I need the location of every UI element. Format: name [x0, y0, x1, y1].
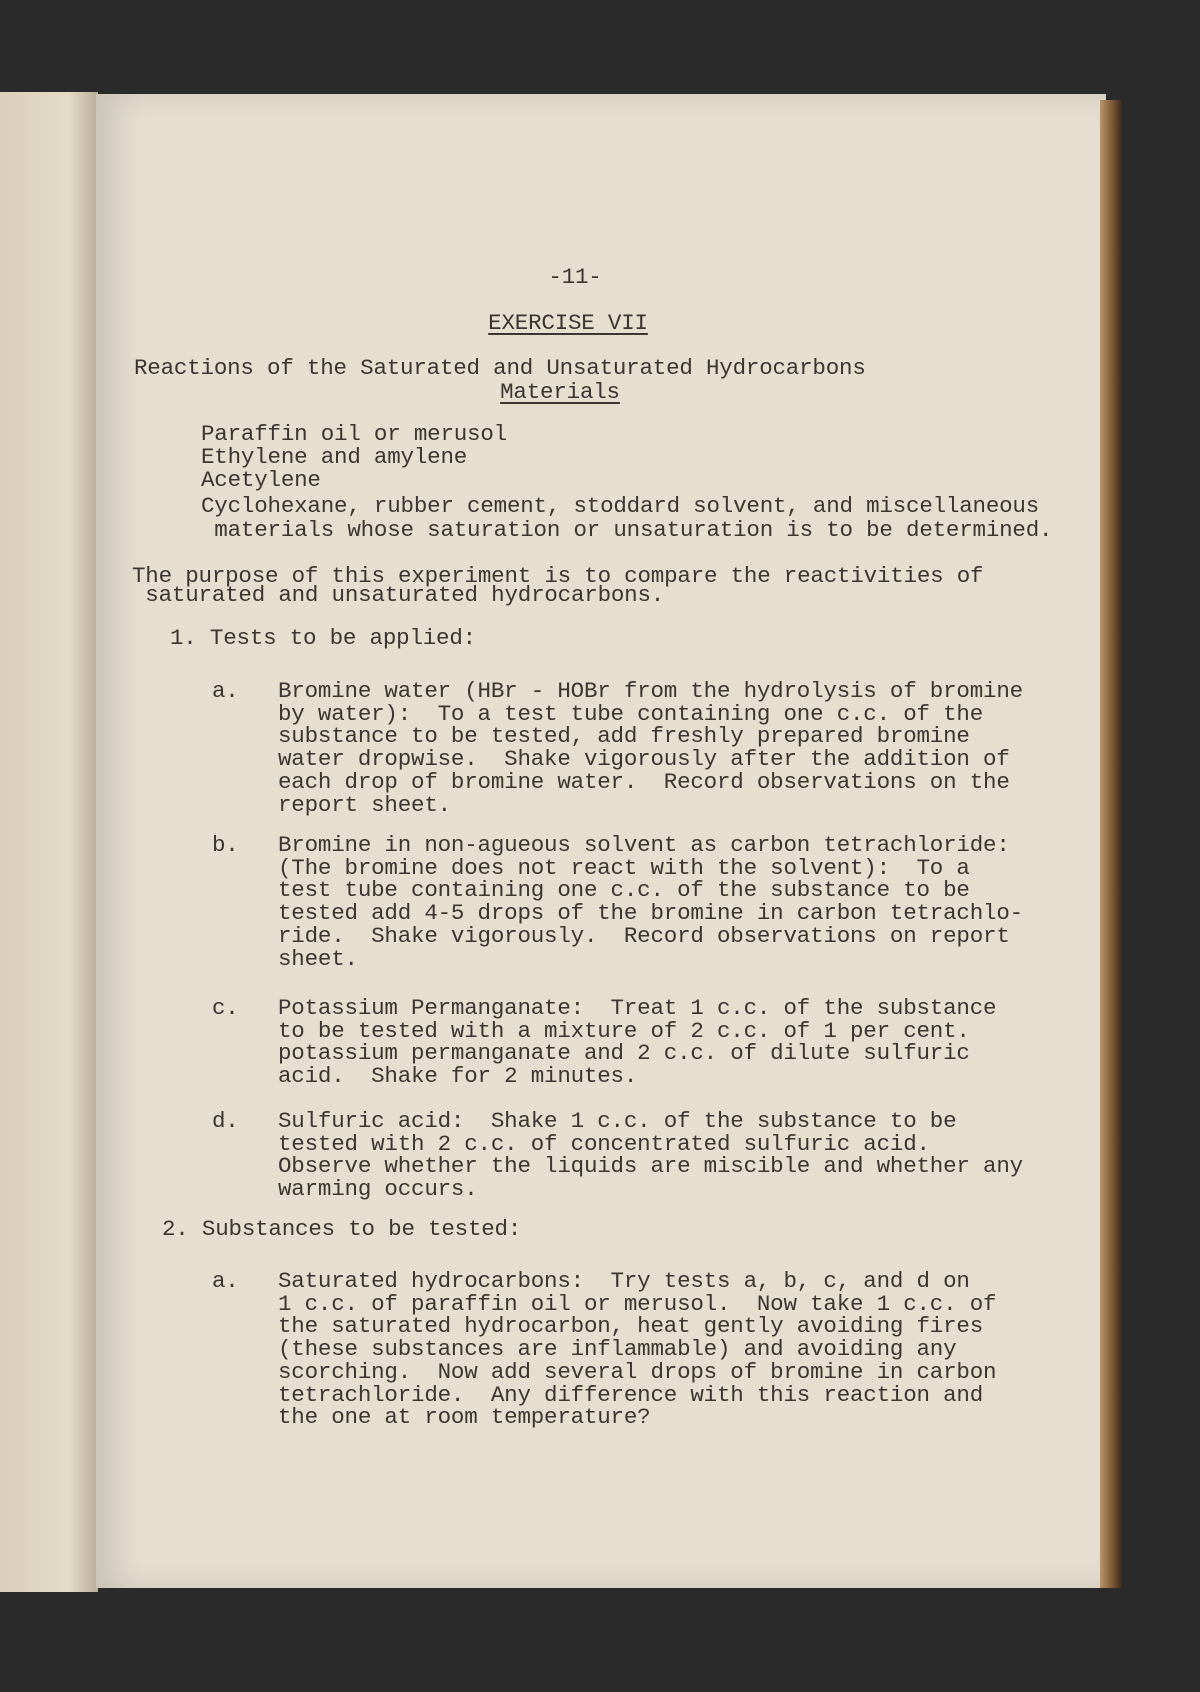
item-text-line: (these substances are inflammable) and avoiding any	[278, 1336, 957, 1363]
section2-heading: 2. Substances to be tested:	[162, 1216, 522, 1242]
item-text-line: water dropwise. Shake vigorously after the addition of	[278, 746, 1010, 773]
item-text-line: the saturated hydrocarbon, heat gently avoiding fires	[278, 1313, 984, 1340]
material-item: Ethylene and amylene	[201, 444, 468, 470]
item-text-line: tetrachloride. Any difference with this reaction and	[278, 1381, 984, 1408]
item-label: d.	[212, 1108, 239, 1134]
item-text-line: the one at room temperature?	[278, 1404, 651, 1431]
item-text-line: substance to be tested, add freshly prepared bromine	[278, 723, 970, 750]
item-text-line: Bromine water (HBr - HOBr from the hydrolysis of bromine	[278, 678, 1023, 704]
subtitle: Reactions of the Saturated and Unsaturated Hydrocarbons	[134, 355, 866, 381]
item-label: a.	[212, 678, 239, 704]
item-text-line: tested add 4-5 drops of the bromine in carbon tetrachlo-	[278, 900, 1023, 927]
material-item: Acetylene	[201, 467, 321, 493]
page-number: -11-	[548, 264, 602, 290]
item-text-line: to be tested with a mixture of 2 c.c. of 1 per cent.	[278, 1017, 970, 1044]
material-item: Cyclohexane, rubber cement, stoddard solvent, and miscellaneous	[201, 493, 1040, 519]
item-text-line: sheet.	[278, 945, 358, 972]
item-text-line: ride. Shake vigorously. Record observations on report	[278, 922, 1010, 949]
item-text-line: scorching. Now add several drops of bromine in carbon	[278, 1358, 997, 1385]
left-page-edge	[0, 92, 98, 1592]
item-text-line: potassium permanganate and 2 c.c. of dilute sulfuric	[278, 1040, 970, 1067]
item-text-line: tested with 2 c.c. of concentrated sulfuric acid.	[278, 1130, 930, 1157]
materials-heading: Materials	[500, 379, 620, 405]
item-text-line: Bromine in non-agueous solvent as carbon tetrachloride:	[278, 832, 1010, 858]
item-text-line: warming occurs.	[278, 1176, 478, 1203]
page-stack-edge	[1100, 100, 1122, 1588]
item-text-line: test tube containing one c.c. of the substance to be	[278, 877, 970, 904]
item-text-line: Potassium Permanganate: Treat 1 c.c. of the substance	[278, 995, 997, 1021]
item-text-line: by water): To a test tube containing one c.c. of the	[278, 700, 984, 727]
item-text-line: Observe whether the liquids are miscible and whether any	[278, 1153, 1023, 1180]
item-label: a.	[212, 1268, 239, 1294]
material-item: materials whose saturation or unsaturation is to be determined.	[201, 517, 1053, 543]
item-text-line: 1 c.c. of paraffin oil or merusol. Now take 1 c.c. of	[278, 1290, 997, 1317]
item-text-line: acid. Shake for 2 minutes.	[278, 1063, 638, 1090]
item-text-line: each drop of bromine water. Record observations on the	[278, 768, 1010, 795]
item-label: c.	[212, 995, 239, 1021]
purpose-line: The purpose of this experiment is to compare the reactivities of	[132, 563, 984, 589]
material-item: Paraffin oil or merusol	[201, 421, 507, 447]
item-text-line: report sheet.	[278, 791, 451, 818]
exercise-title: EXERCISE VII	[488, 310, 648, 336]
item-text-line: Saturated hydrocarbons: Try tests a, b, c, and d on	[278, 1268, 970, 1294]
item-text-line: (The bromine does not react with the solvent): To a	[278, 854, 970, 881]
section1-heading: 1. Tests to be applied:	[170, 625, 476, 651]
item-label: b.	[212, 832, 239, 858]
purpose-line: saturated and unsaturated hydrocarbons.	[132, 582, 665, 608]
item-text-line: Sulfuric acid: Shake 1 c.c. of the substance to be	[278, 1108, 957, 1134]
